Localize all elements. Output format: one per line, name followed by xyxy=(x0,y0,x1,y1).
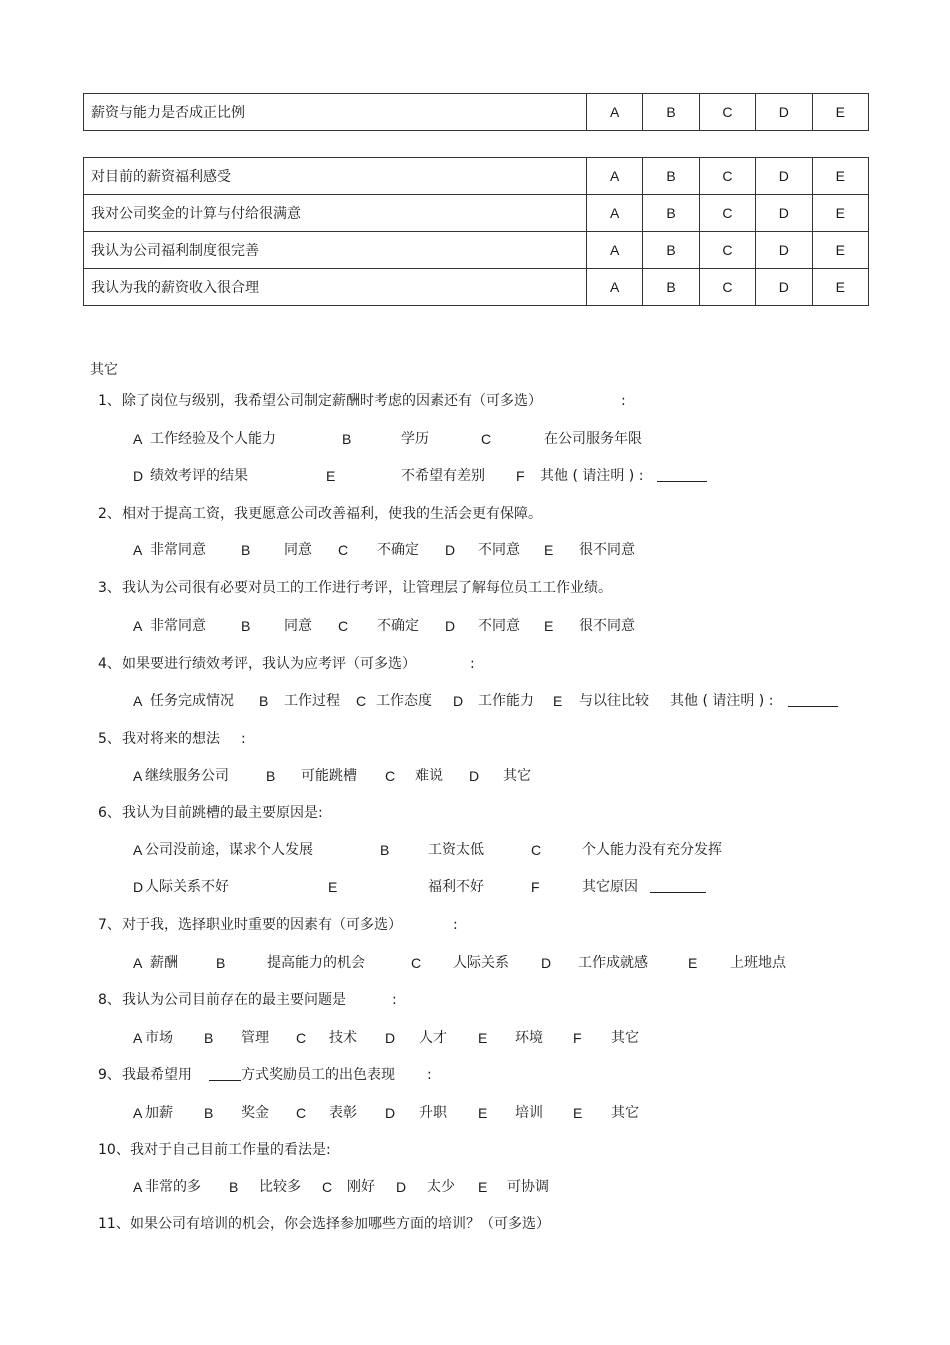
option-letter[interactable]: E xyxy=(328,879,338,895)
question-text: 我对将来的想法 xyxy=(122,731,220,747)
fill-in-blank[interactable] xyxy=(657,467,707,487)
question-text: 我认为目前跳槽的最主要原因是: xyxy=(122,805,323,821)
question-text: 我对于自己目前工作量的看法是: xyxy=(130,1142,331,1158)
option-text[interactable]: 非常的多 xyxy=(145,1179,201,1195)
option-e[interactable]: E xyxy=(812,195,868,232)
option-d[interactable]: D xyxy=(756,195,812,232)
option-text[interactable]: 奖金 xyxy=(241,1105,269,1121)
option-letter[interactable]: D xyxy=(445,542,456,558)
row-question: 薪资与能力是否成正比例 xyxy=(84,94,587,131)
question-colon: : xyxy=(621,393,626,409)
option-text[interactable]: 任务完成情况 xyxy=(150,693,234,709)
option-text[interactable]: 人才 xyxy=(419,1030,447,1046)
option-text[interactable]: 上班地点 xyxy=(730,955,786,971)
option-letter[interactable]: B xyxy=(342,431,352,447)
option-text[interactable]: 不希望有差别 xyxy=(401,468,485,484)
option-text[interactable]: 加薪 xyxy=(145,1105,173,1121)
option-text[interactable]: 管理 xyxy=(241,1030,269,1046)
question-text: 相对于提高工资，我更愿意公司改善福利，使我的生活会更有保障。 xyxy=(122,506,542,522)
option-letter[interactable]: D xyxy=(445,618,456,634)
option-letter[interactable]: B xyxy=(204,1030,214,1046)
question-number: 3、 xyxy=(98,580,121,596)
option-letter[interactable]: C xyxy=(531,842,542,858)
option-e[interactable]: E xyxy=(812,269,868,306)
question-number: 7、 xyxy=(98,917,121,933)
option-a[interactable]: A xyxy=(587,94,643,131)
option-text[interactable]: 环境 xyxy=(515,1030,543,1046)
row-question: 我认为公司福利制度很完善 xyxy=(84,232,587,269)
fill-in-blank[interactable] xyxy=(209,1066,241,1086)
question-colon: : xyxy=(392,992,397,1008)
option-letter[interactable]: E xyxy=(478,1179,488,1195)
option-text[interactable]: 在公司服务年限 xyxy=(544,431,642,447)
option-text[interactable]: 很不同意 xyxy=(579,618,635,634)
option-letter[interactable]: C xyxy=(338,542,349,558)
option-letter[interactable]: B xyxy=(266,768,276,784)
option-text[interactable]: 表彰 xyxy=(329,1105,357,1121)
option-text[interactable]: 培训 xyxy=(515,1105,543,1121)
fill-in-blank[interactable] xyxy=(650,878,706,898)
option-text[interactable]: 继续服务公司 xyxy=(145,768,229,784)
option-letter[interactable]: F xyxy=(573,1030,582,1046)
rating-table-2 xyxy=(83,157,869,306)
option-letter[interactable]: A xyxy=(133,1179,143,1195)
option-letter[interactable]: E xyxy=(553,693,563,709)
option-letter[interactable]: D xyxy=(385,1030,396,1046)
option-letter[interactable]: F xyxy=(531,879,540,895)
question-number: 1、 xyxy=(98,393,121,409)
option-letter[interactable]: A xyxy=(133,955,143,971)
option-text[interactable]: 同意 xyxy=(284,542,312,558)
table-row xyxy=(84,269,869,306)
option-text[interactable]: 升职 xyxy=(419,1105,447,1121)
question-text: 我认为公司目前存在的最主要问题是 xyxy=(122,992,346,1008)
option-e[interactable]: E xyxy=(812,232,868,269)
option-c[interactable]: C xyxy=(699,269,755,306)
option-a[interactable]: A xyxy=(587,158,643,195)
option-d[interactable]: D xyxy=(756,269,812,306)
option-text[interactable]: 不同意 xyxy=(478,542,520,558)
option-text[interactable]: 刚好 xyxy=(347,1179,375,1195)
question-text-before: 我最希望用 xyxy=(122,1067,192,1083)
option-text[interactable]: 技术 xyxy=(329,1030,357,1046)
option-text[interactable]: 学历 xyxy=(401,431,429,447)
question-text: 除了岗位与级别，我希望公司制定薪酬时考虑的因素还有（可多选） xyxy=(122,393,542,409)
option-c[interactable]: C xyxy=(699,158,755,195)
option-letter[interactable]: C xyxy=(411,955,422,971)
option-letter[interactable]: B xyxy=(216,955,226,971)
option-letter[interactable]: E xyxy=(688,955,698,971)
option-b[interactable]: B xyxy=(643,195,699,232)
option-text[interactable]: 人际关系 xyxy=(453,955,509,971)
option-text[interactable]: 工作经验及个人能力 xyxy=(150,431,276,447)
question-colon: : xyxy=(427,1067,432,1083)
option-letter[interactable]: C xyxy=(296,1030,307,1046)
option-d[interactable]: D xyxy=(756,232,812,269)
option-letter[interactable]: B xyxy=(229,1179,239,1195)
option-text[interactable]: 不确定 xyxy=(377,618,419,634)
option-letter[interactable]: B xyxy=(241,618,251,634)
option-letter[interactable]: C xyxy=(322,1179,333,1195)
option-text[interactable]: 其他 ( 请注明 ) : xyxy=(540,468,644,484)
question-text-after: 方式奖励员工的出色表现 xyxy=(241,1067,395,1083)
option-c[interactable]: C xyxy=(699,232,755,269)
option-text[interactable]: 非常同意 xyxy=(150,618,206,634)
option-b[interactable]: B xyxy=(643,269,699,306)
option-letter[interactable]: E xyxy=(478,1105,488,1121)
option-letter[interactable]: A xyxy=(133,618,143,634)
option-letter[interactable]: B xyxy=(241,542,251,558)
option-text[interactable]: 其它原因 xyxy=(582,879,638,895)
question-text: 如果要进行绩效考评，我认为应考评（可多选） xyxy=(122,656,416,672)
question-number: 2、 xyxy=(98,506,121,522)
option-c[interactable]: C xyxy=(699,94,755,131)
option-b[interactable]: B xyxy=(643,94,699,131)
table-row xyxy=(84,158,869,195)
question-colon: : xyxy=(453,917,458,933)
option-letter[interactable]: A xyxy=(133,431,143,447)
option-text[interactable]: 与以往比较 xyxy=(579,693,649,709)
option-text[interactable]: 工作能力 xyxy=(478,693,534,709)
option-d[interactable]: D xyxy=(756,94,812,131)
option-b[interactable]: B xyxy=(643,158,699,195)
option-letter[interactable]: C xyxy=(338,618,349,634)
option-text[interactable]: 薪酬 xyxy=(150,955,178,971)
option-text[interactable]: 提高能力的机会 xyxy=(267,955,365,971)
option-text[interactable]: 其它 xyxy=(503,768,531,784)
option-d[interactable]: D xyxy=(756,158,812,195)
option-a[interactable]: A xyxy=(587,195,643,232)
option-text[interactable]: 公司没前途，谋求个人发展 xyxy=(145,842,313,858)
option-letter[interactable]: A xyxy=(133,768,143,784)
option-letter[interactable]: D xyxy=(541,955,552,971)
option-letter[interactable]: D xyxy=(133,468,144,484)
option-text[interactable]: 人际关系不好 xyxy=(145,879,229,895)
question-number: 11、 xyxy=(98,1216,130,1232)
option-text[interactable]: 比较多 xyxy=(259,1179,301,1195)
option-text[interactable]: 同意 xyxy=(284,618,312,634)
row-question: 我认为我的薪资收入很合理 xyxy=(84,269,587,306)
option-letter[interactable]: D xyxy=(133,879,144,895)
option-letter[interactable]: B xyxy=(204,1105,214,1121)
option-letter[interactable]: D xyxy=(469,768,480,784)
option-letter[interactable]: A xyxy=(133,1030,143,1046)
option-text[interactable]: 工作态度 xyxy=(376,693,432,709)
option-text[interactable]: 工资太低 xyxy=(428,842,484,858)
option-letter[interactable]: B xyxy=(259,693,269,709)
table-row xyxy=(84,195,869,232)
option-a[interactable]: A xyxy=(587,269,643,306)
rating-table-1 xyxy=(83,93,869,131)
option-text[interactable]: 可协调 xyxy=(507,1179,549,1195)
option-text[interactable]: 工作过程 xyxy=(284,693,340,709)
question-colon: : xyxy=(470,656,475,672)
option-letter[interactable]: C xyxy=(356,693,367,709)
question-text: 对于我，选择职业时重要的因素有（可多选） xyxy=(122,917,402,933)
option-text[interactable]: 其他 ( 请注明 ) : xyxy=(670,693,774,709)
option-text[interactable]: 其它 xyxy=(611,1030,639,1046)
question-number: 8、 xyxy=(98,992,121,1008)
option-letter[interactable]: C xyxy=(296,1105,307,1121)
option-text[interactable]: 难说 xyxy=(415,768,443,784)
row-question: 我对公司奖金的计算与付给很满意 xyxy=(84,195,587,232)
option-letter[interactable]: E xyxy=(544,542,554,558)
option-letter[interactable]: D xyxy=(396,1179,407,1195)
option-letter[interactable]: A xyxy=(133,542,143,558)
option-letter[interactable]: E xyxy=(478,1030,488,1046)
option-text[interactable]: 太少 xyxy=(427,1179,455,1195)
row-question: 对目前的薪资福利感受 xyxy=(84,158,587,195)
option-letter[interactable]: D xyxy=(453,693,464,709)
option-text[interactable]: 个人能力没有充分发挥 xyxy=(582,842,722,858)
option-letter[interactable]: A xyxy=(133,1105,143,1121)
option-letter[interactable]: D xyxy=(385,1105,396,1121)
option-text[interactable]: 不确定 xyxy=(377,542,419,558)
question-number: 10、 xyxy=(98,1142,130,1158)
option-b[interactable]: B xyxy=(643,232,699,269)
option-text[interactable]: 福利不好 xyxy=(428,879,484,895)
section-title: 其它 xyxy=(90,362,118,378)
option-text[interactable]: 市场 xyxy=(145,1030,173,1046)
question-number: 5、 xyxy=(98,731,121,747)
table-row xyxy=(84,232,869,269)
question-number: 4、 xyxy=(98,656,121,672)
table-row xyxy=(84,94,869,131)
option-letter[interactable]: C xyxy=(481,431,492,447)
option-letter[interactable]: E xyxy=(544,618,554,634)
option-text[interactable]: 其它 xyxy=(611,1105,639,1121)
option-letter[interactable]: C xyxy=(385,768,396,784)
question-colon: : xyxy=(241,731,246,747)
option-e[interactable]: E xyxy=(812,158,868,195)
question-number: 9、 xyxy=(98,1067,121,1083)
option-letter[interactable]: A xyxy=(133,842,143,858)
option-letter[interactable]: A xyxy=(133,693,143,709)
question-text: 我认为公司很有必要对员工的工作进行考评，让管理层了解每位员工工作业绩。 xyxy=(122,580,612,596)
option-c[interactable]: C xyxy=(699,195,755,232)
option-text[interactable]: 工作成就感 xyxy=(578,955,648,971)
fill-in-blank[interactable] xyxy=(788,692,838,712)
option-text[interactable]: 不同意 xyxy=(478,618,520,634)
option-letter[interactable]: B xyxy=(380,842,390,858)
option-e[interactable]: E xyxy=(812,94,868,131)
question-text: 如果公司有培训的机会，你会选择参加哪些方面的培训？（可多选） xyxy=(130,1216,550,1232)
option-text[interactable]: 非常同意 xyxy=(150,542,206,558)
question-number: 6、 xyxy=(98,805,121,821)
option-text[interactable]: 很不同意 xyxy=(579,542,635,558)
option-text[interactable]: 可能跳槽 xyxy=(301,768,357,784)
option-letter[interactable]: F xyxy=(516,468,525,484)
option-letter[interactable]: E xyxy=(573,1105,583,1121)
option-letter[interactable]: E xyxy=(326,468,336,484)
option-a[interactable]: A xyxy=(587,232,643,269)
option-text[interactable]: 绩效考评的结果 xyxy=(150,468,248,484)
